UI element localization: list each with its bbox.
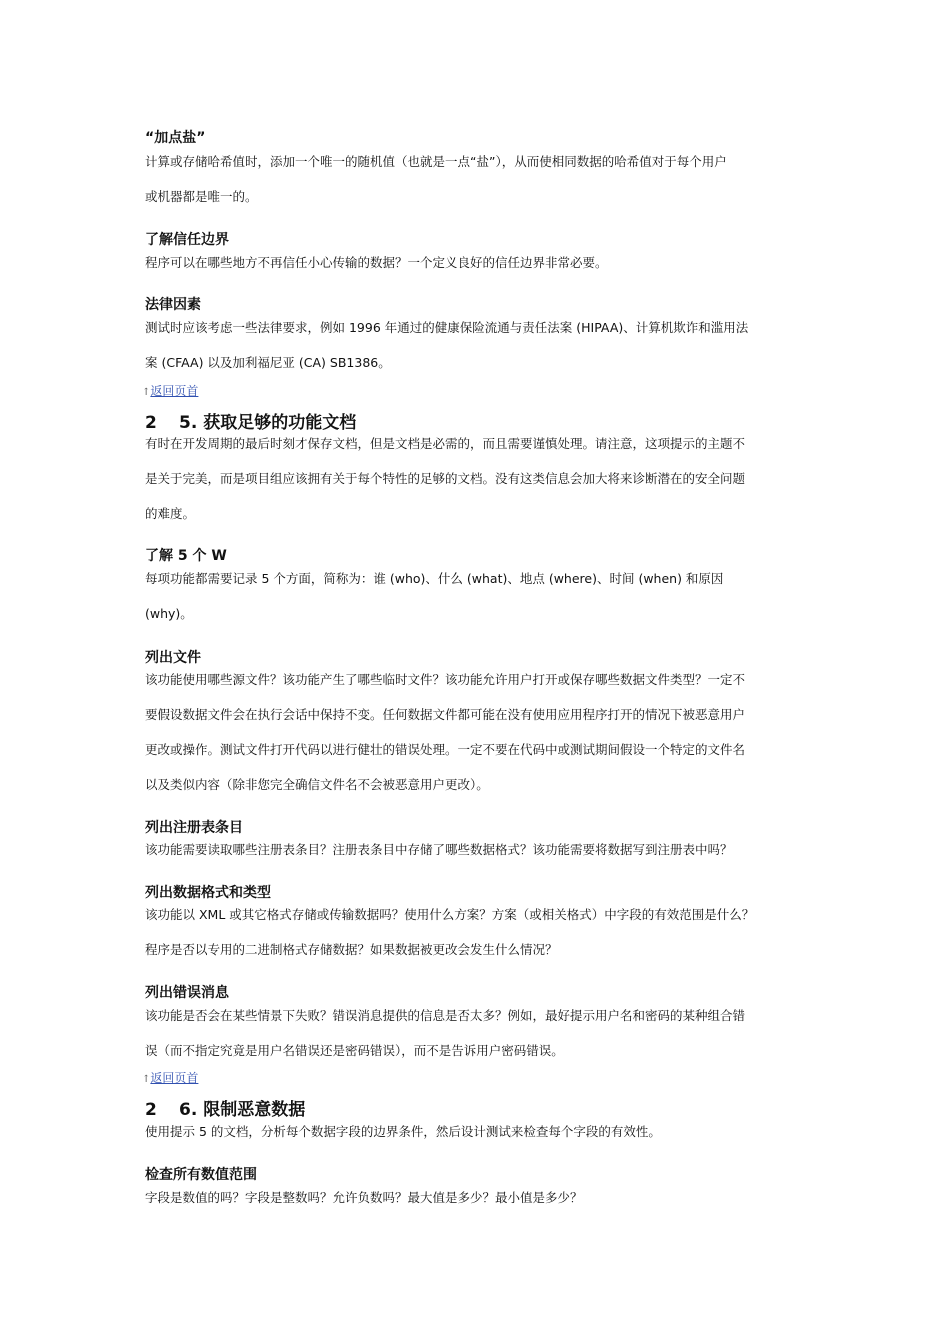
section-5-line-2: 是关于完美，而是项目组应该拥有关于每个特性的足够的文档。没有这类信息会加大将来诊断潜在的安全问题 [145, 471, 746, 486]
section-6-title: 6. 限制恶意数据 [179, 1100, 306, 1120]
paragraph-add-salt-line-2: 或机器都是唯一的。 [145, 189, 258, 204]
heading-trust-boundary: 了解信任边界 [145, 232, 229, 248]
paragraph-add-salt-line-1: 计算或存储哈希值时，添加一个唯一的随机值（也就是一点“盐”），从而使相同数据的哈希值对于每个用户 [145, 154, 727, 169]
up-arrow-icon: ↑ [142, 387, 151, 398]
heading-error-messages: 列出错误消息 [145, 985, 229, 1001]
back-to-top-label[interactable]: 返回页首 [150, 384, 199, 398]
heading-legal-factors: 法律因素 [145, 297, 201, 313]
paragraph-files-line-3: 更改或操作。测试文件打开代码以进行健壮的错误处理。一定不要在代码中或测试期间假设一个特定的文件名 [145, 742, 746, 757]
paragraph-legal-line-1: 测试时应该考虑一些法律要求，例如 1996 年通过的健康保险流通与责任法案 (HIPAA)、计算机欺诈和滥用法 [145, 320, 749, 335]
paragraph-errors-line-2: 误（而不指定究竟是用户名错误还是密码错误），而不是告诉用户密码错误。 [145, 1043, 564, 1058]
paragraph-five-w-line-1: 每项功能都需要记录 5 个方面，简称为：谁 (who)、什么 (what)、地点 (where)、时间 (when) 和原因 [145, 571, 724, 586]
paragraph-formats-line-1: 该功能以 XML 或其它格式存储或传输数据吗？使用什么方案？方案（或相关格式）中字段的有效范围是什么？ [145, 907, 755, 922]
back-to-top-label[interactable]: 返回页首 [150, 1071, 199, 1085]
paragraph-numeric-ranges: 字段是数值的吗？字段是整数吗？允许负数吗？最大值是多少？最小值是多少？ [145, 1190, 583, 1205]
section-5-line-1: 有时在开发周期的最后时刻才保存文档，但是文档是必需的，而且需要谨慎处理。请注意，这项提示的主题不 [145, 436, 746, 451]
paragraph-files-line-4: 以及类似内容（除非您完全确信文件名不会被恶意用户更改）。 [145, 777, 489, 792]
paragraph-five-w-line-2: (why)。 [145, 606, 193, 621]
section-6-number: 2 [145, 1100, 157, 1120]
back-to-top-link[interactable] [142, 382, 198, 399]
paragraph-legal-line-2: 案 (CFAA) 以及加利福尼亚 (CA) SB1386。 [145, 355, 391, 370]
heading-numeric-ranges: 检查所有数值范围 [145, 1167, 257, 1183]
back-to-top-link[interactable] [142, 1069, 198, 1086]
paragraph-errors-line-1: 该功能是否会在某些情景下失败？错误消息提供的信息是否太多？例如，最好提示用户名和密码的某种组合错 [145, 1008, 746, 1023]
paragraph-formats-line-2: 程序是否以专用的二进制格式存储数据？如果数据被更改会发生什么情况？ [145, 942, 558, 957]
heading-data-formats: 列出数据格式和类型 [145, 885, 271, 901]
section-5-title: 5. 获取足够的功能文档 [179, 413, 357, 433]
heading-list-files: 列出文件 [145, 650, 201, 666]
heading-add-salt: “加点盐” [145, 130, 206, 146]
heading-five-w: 了解 5 个 W [145, 548, 227, 564]
heading-registry: 列出注册表条目 [145, 820, 243, 836]
paragraph-files-line-2: 要假设数据文件会在执行会话中保持不变。任何数据文件都可能在没有使用应用程序打开的情况下被恶意用户 [145, 707, 746, 722]
section-5-line-3: 的难度。 [145, 506, 196, 521]
up-arrow-icon: ↑ [142, 1074, 151, 1085]
paragraph-files-line-1: 该功能使用哪些源文件？该功能产生了哪些临时文件？该功能允许用户打开或保存哪些数据文件类型？一定不 [145, 672, 746, 687]
paragraph-trust-boundary: 程序可以在哪些地方不再信任小心传输的数据？一个定义良好的信任边界非常必要。 [145, 255, 608, 270]
section-5-number: 2 [145, 413, 157, 433]
section-6-line-1: 使用提示 5 的文档，分析每个数据字段的边界条件，然后设计测试来检查每个字段的有效性。 [145, 1124, 661, 1139]
paragraph-registry: 该功能需要读取哪些注册表条目？注册表条目中存储了哪些数据格式？该功能需要将数据写到注册表中吗？ [145, 842, 733, 857]
